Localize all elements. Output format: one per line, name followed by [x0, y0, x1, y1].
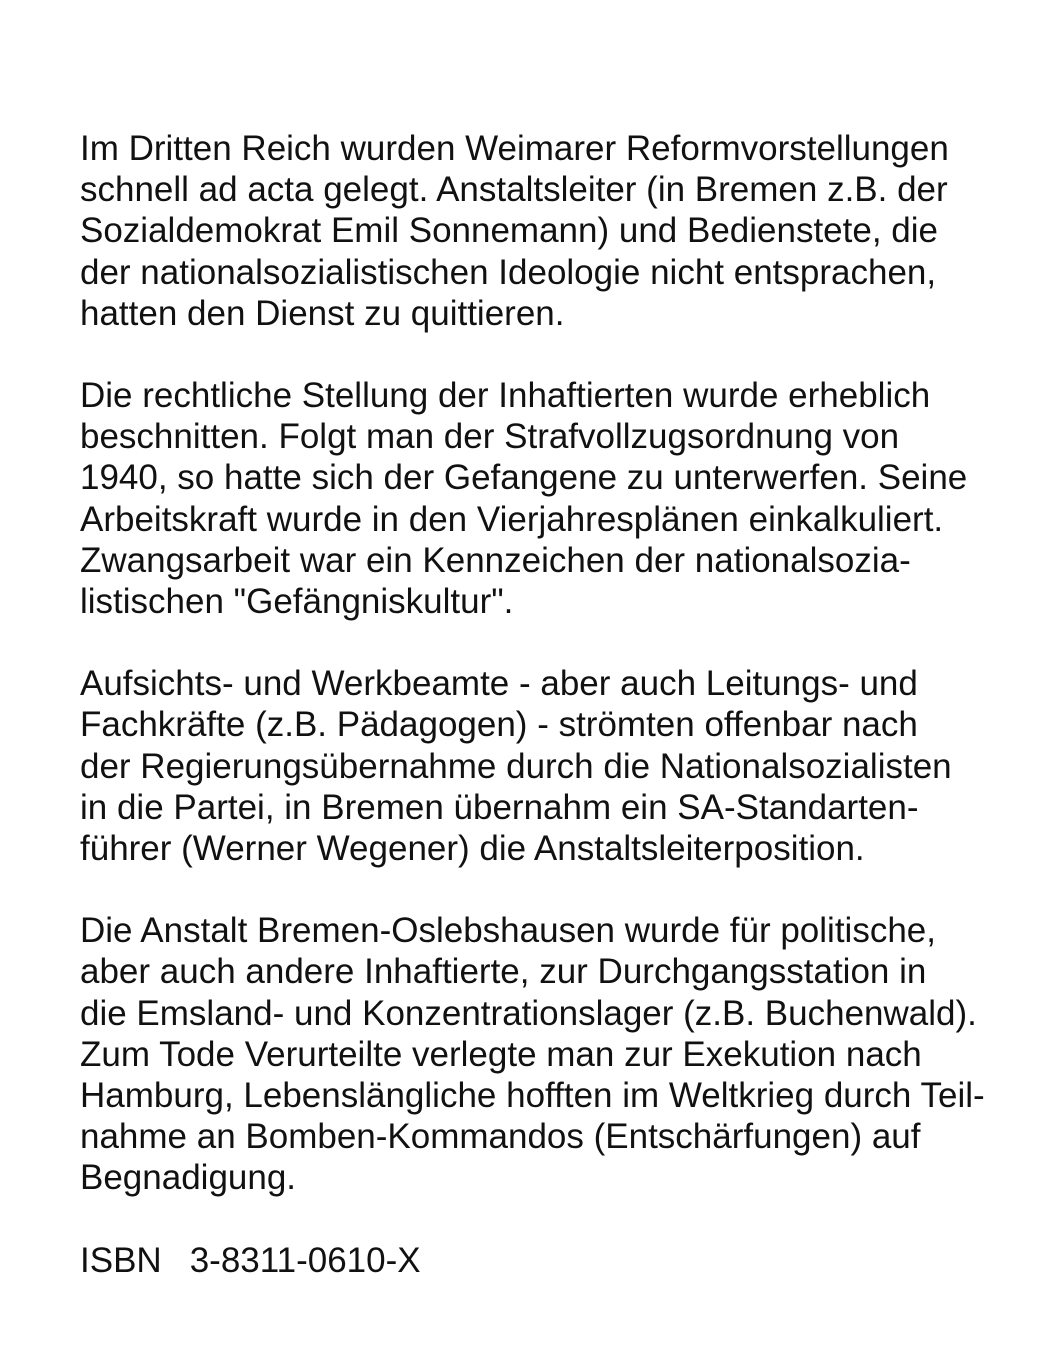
isbn-label: ISBN — [80, 1240, 162, 1280]
text-line: Begnadigung. — [80, 1158, 297, 1198]
paragraph-4 — [80, 910, 1020, 1198]
text-line: Die Anstalt Bremen-Oslebshausen wurde für politische, — [80, 911, 936, 951]
paragraph-1 — [80, 128, 1020, 334]
text-line: Im Dritten Reich wurden Weimarer Reformvorstellungen — [80, 129, 949, 168]
text-line: Zum Tode Verurteilte verlegte man zur Exekution nach — [80, 1034, 922, 1074]
text-line: der Regierungsübernahme durch die Nationalsozialisten — [80, 746, 952, 786]
text-line: führer (Werner Wegener) die Anstaltsleiterposition. — [80, 829, 865, 869]
text-line: 1940, so hatte sich der Gefangene zu unterwerfen. Seine — [80, 458, 968, 498]
text-line: Hamburg, Lebenslängliche hofften im Weltkrieg durch Teil- — [80, 1076, 985, 1116]
isbn-line — [80, 1240, 1020, 1281]
text-line: listischen "Gefängniskultur". — [80, 582, 514, 622]
isbn-number: 3-8311-0610-X — [189, 1240, 421, 1280]
text-line: aber auch andere Inhaftierte, zur Durchgangsstation in — [80, 952, 927, 992]
text-line: Sozialdemokrat Emil Sonnemann) und Bedienstete, die — [80, 211, 938, 251]
text-line: die Emsland- und Konzentrationslager (z.B. Buchenwald). — [80, 993, 977, 1033]
text-line: in die Partei, in Bremen übernahm ein SA-Standarten- — [80, 787, 919, 827]
text-line: Arbeitskraft wurde in den Vierjahresplänen einkalkuliert. — [80, 499, 944, 539]
text-line: Die rechtliche Stellung der Inhaftierten wurde erheblich — [80, 376, 931, 416]
text-line: Aufsichts- und Werkbeamte - aber auch Leitungs- und — [80, 664, 918, 704]
text-line: schnell ad acta gelegt. Anstaltsleiter (in Bremen z.B. der — [80, 170, 948, 210]
document-page — [80, 128, 1020, 1281]
text-line: Zwangsarbeit war ein Kennzeichen der nationalsozia- — [80, 540, 911, 580]
paragraph-2 — [80, 375, 1020, 622]
text-line: der nationalsozialistischen Ideologie nicht entsprachen, — [80, 252, 937, 292]
text-line: Fachkräfte (z.B. Pädagogen) - strömten offenbar nach — [80, 705, 918, 745]
text-line: nahme an Bomben-Kommandos (Entschärfungen) auf — [80, 1117, 921, 1157]
text-line: hatten den Dienst zu quittieren. — [80, 293, 565, 333]
paragraph-3 — [80, 663, 1020, 869]
text-line: beschnitten. Folgt man der Strafvollzugsordnung von — [80, 417, 900, 457]
